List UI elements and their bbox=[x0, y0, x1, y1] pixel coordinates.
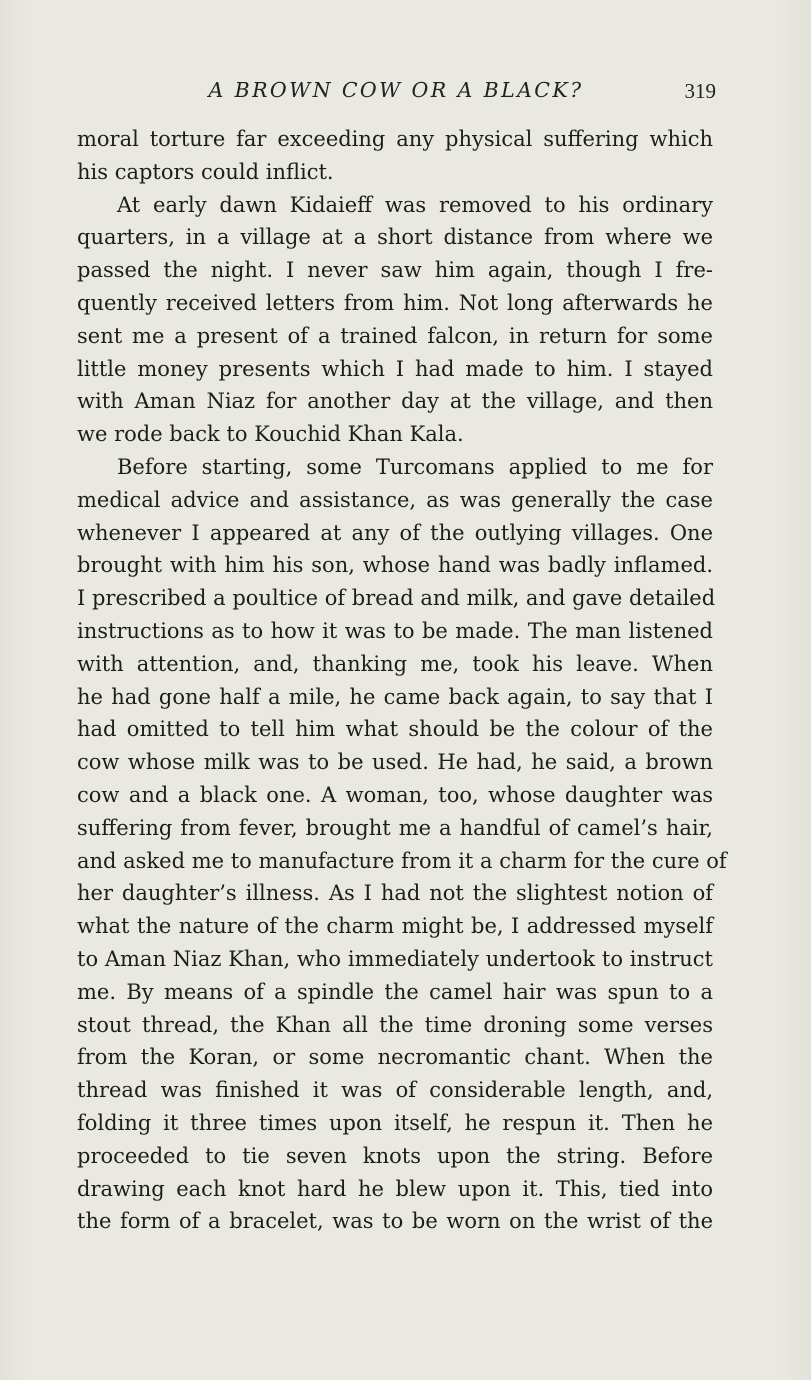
body-text bbox=[77, 123, 727, 1238]
text-line: and asked me to manufacture from it a charm for the cure of bbox=[77, 848, 727, 873]
text-line: drawing each knot hard he blew upon it. This, tied into bbox=[77, 1176, 713, 1201]
text-line: moral torture far exceeding any physical suffering which bbox=[77, 127, 713, 151]
text-line: his captors could inflict. bbox=[77, 159, 334, 184]
text-line: me. By means of a spindle the camel hair was spun to a bbox=[77, 979, 713, 1004]
text-line: I prescribed a poultice of bread and milk, and gave detailed bbox=[77, 586, 716, 611]
text-line: her daughter’s illness. As I had not the slightest notion of bbox=[77, 881, 713, 906]
text-line: medical advice and assistance, as was generally the case bbox=[77, 487, 713, 512]
text-line: suffering from fever, brought me a handful of camel’s hair, bbox=[77, 815, 713, 840]
text-line: Before starting, some Turcomans applied to me for bbox=[117, 454, 713, 479]
text-line: cow and a black one. A woman, too, whose daughter was bbox=[77, 782, 713, 807]
text-line: At early dawn Kidaieff was removed to his ordinary bbox=[117, 192, 713, 217]
text-line: whenever I appeared at any of the outlying villages. One bbox=[77, 520, 713, 545]
text-line: instructions as to how it was to be made. The man listened bbox=[77, 618, 713, 643]
text-line: from the Koran, or some necromantic chant. When the bbox=[77, 1045, 713, 1070]
text-line: cow whose milk was to be used. He had, he said, a brown bbox=[77, 750, 713, 775]
running-title: A BROWN COW OR A BLACK? bbox=[208, 78, 584, 102]
text-line: proceeded to tie seven knots upon the string. Before bbox=[77, 1143, 713, 1168]
text-line: stout thread, the Khan all the time droning some verses bbox=[77, 1012, 713, 1037]
text-line: he had gone half a mile, he came back again, to say that I bbox=[77, 684, 713, 709]
text-line: with Aman Niaz for another day at the village, and then bbox=[77, 389, 713, 414]
text-line: the form of a bracelet, was to be worn on the wrist of the bbox=[77, 1209, 713, 1234]
text-line: we rode back to Kouchid Khan Kala. bbox=[77, 422, 464, 447]
text-line: quently received letters from him. Not long afterwards he bbox=[77, 290, 713, 315]
text-line: to Aman Niaz Khan, who immediately undertook to instruct bbox=[77, 946, 713, 971]
running-head bbox=[76, 74, 716, 110]
text-line: passed the night. I never saw him again, though I fre- bbox=[77, 258, 713, 283]
page-number: 319 bbox=[684, 79, 716, 103]
text-line: with attention, and, thanking me, took his leave. When bbox=[77, 651, 713, 676]
text-line: folding it three times upon itself, he respun it. Then he bbox=[77, 1110, 713, 1135]
text-line: what the nature of the charm might be, I addressed myself bbox=[77, 914, 713, 939]
text-line: thread was finished it was of considerable length, and, bbox=[77, 1078, 713, 1103]
text-line: little money presents which I had made to him. I stayed bbox=[77, 356, 713, 381]
text-line: brought with him his son, whose hand was badly inflamed. bbox=[77, 553, 713, 578]
text-line: quarters, in a village at a short distance from where we bbox=[77, 225, 713, 250]
text-line: sent me a present of a trained falcon, in return for some bbox=[77, 323, 713, 348]
text-line: had omitted to tell him what should be the colour of the bbox=[77, 717, 713, 742]
